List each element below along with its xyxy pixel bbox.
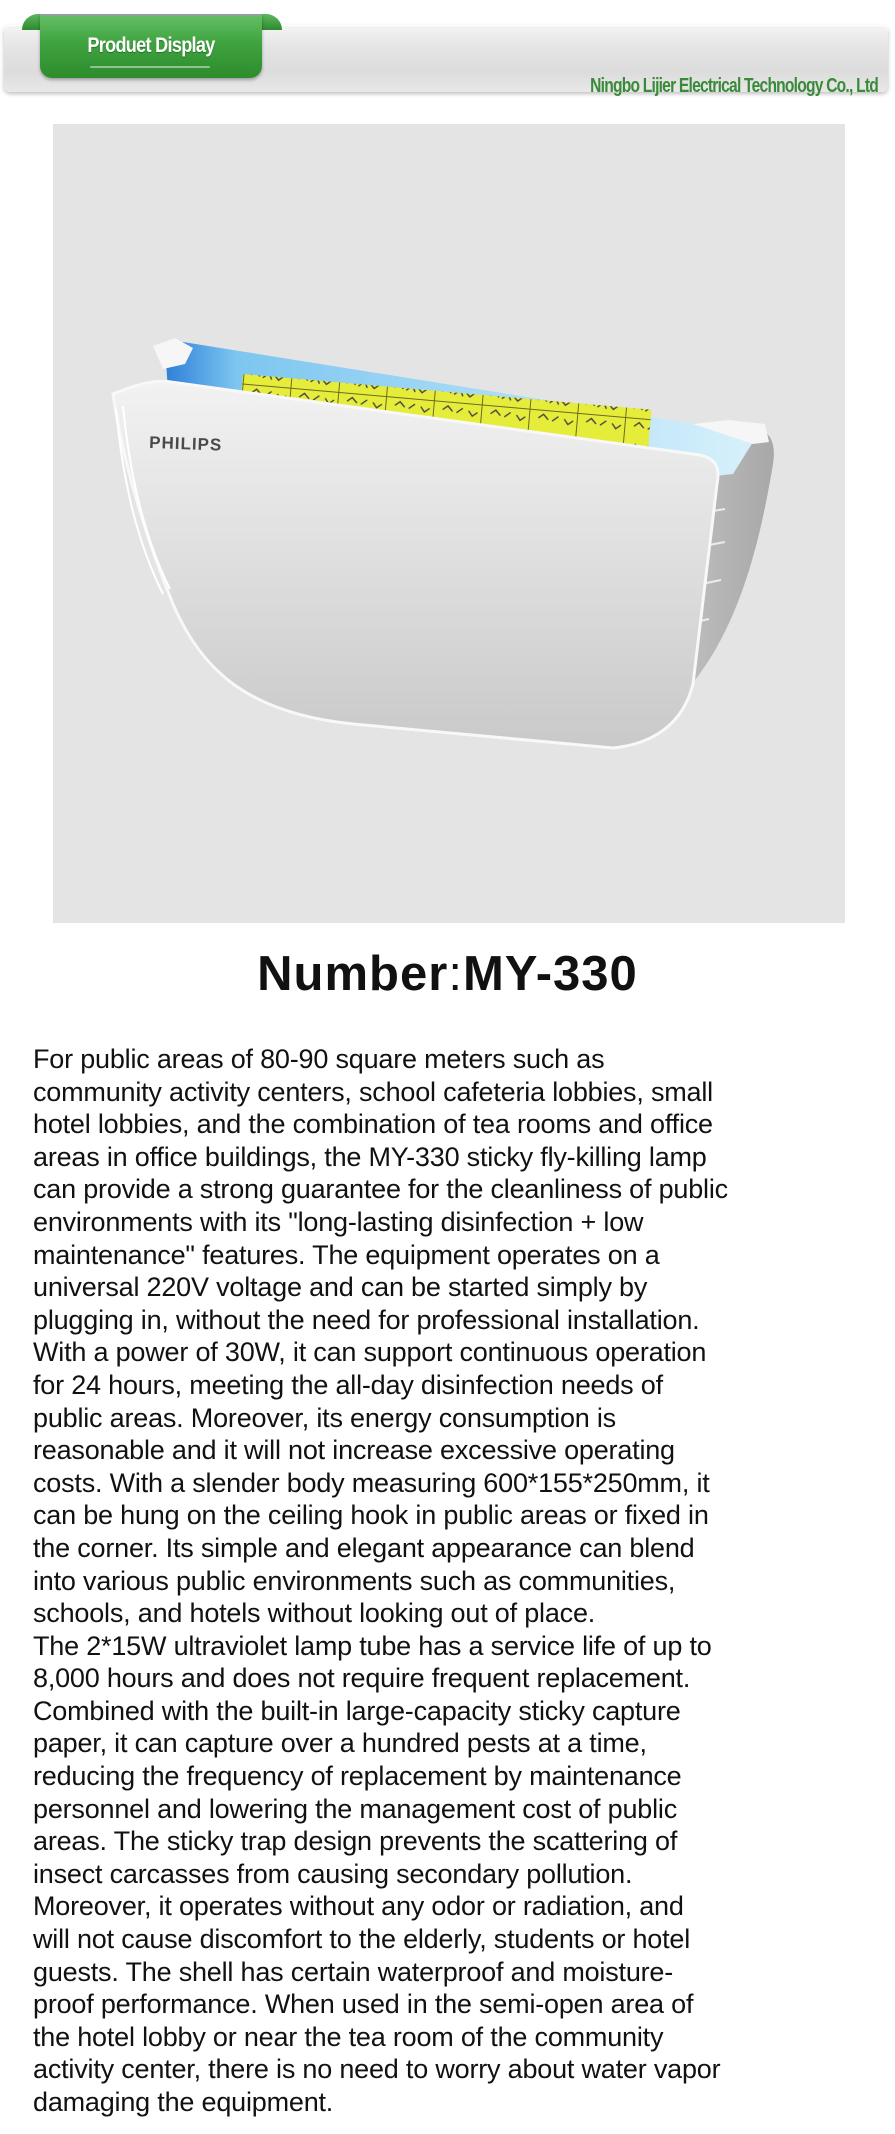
description-line: areas in office buildings, the MY-330 sticky fly-killing lamp (33, 1141, 707, 1172)
description-line: guests. The shell has certain waterproof and moisture- (33, 1956, 674, 1987)
description-line: community activity centers, school cafeteria lobbies, small (33, 1076, 713, 1107)
section-ribbon (40, 14, 262, 78)
description-line: Moreover, it operates without any odor or radiation, and (33, 1891, 684, 1922)
description-line: schools, and hotels without looking out of place. (33, 1598, 596, 1629)
product-image (53, 124, 845, 923)
description-line: insect carcasses from causing secondary pollution. (33, 1858, 633, 1889)
description-line: public areas. Moreover, its energy consumption is (33, 1402, 616, 1433)
description-line: reasonable and it will not increase excessive operating (33, 1435, 675, 1466)
description-line: With a power of 30W, it can support continuous operation (33, 1337, 707, 1368)
description-line: costs. With a slender body measuring 600*155*250mm, it (33, 1467, 710, 1498)
fly-killing-lamp-illustration (53, 124, 845, 923)
description-line: into various public environments such as communities, (33, 1565, 676, 1596)
description-line: damaging the equipment. (33, 2087, 334, 2117)
header-banner (0, 0, 895, 100)
model-number-title (0, 946, 895, 1002)
model-number: MY-330 (462, 947, 638, 1001)
description-line: maintenance" features. The equipment operates on a (33, 1239, 660, 1270)
description-line: areas. The sticky trap design prevents the scattering of (33, 1826, 678, 1857)
description-line: hotel lobbies, and the combination of tea rooms and office (33, 1109, 713, 1140)
product-description (33, 1043, 883, 2119)
company-name: Ningbo Lijier Electrical Technology Co., Ltd (590, 75, 878, 97)
title-separator: : (448, 947, 463, 1001)
title-label: Number (257, 947, 449, 1001)
description-line: 8,000 hours and does not require frequent replacement. (33, 1663, 691, 1694)
description-line: reducing the frequency of replacement by maintenance (33, 1761, 682, 1792)
brand-mark: PHILIPS (148, 433, 223, 455)
description-line: can provide a strong guarantee for the cleanliness of public (33, 1174, 728, 1205)
description-line: Combined with the built-in large-capacity sticky capture (33, 1695, 681, 1726)
description-line: can be hung on the ceiling hook in public areas or fixed in (33, 1500, 709, 1531)
description-line: the hotel lobby or near the tea room of the community (33, 2021, 664, 2052)
description-line: will not cause discomfort to the elderly, students or hotel (33, 1924, 691, 1955)
description-line: environments with its "long-lasting disinfection + low (33, 1206, 644, 1237)
description-line: plugging in, without the need for professional installation. (33, 1304, 700, 1335)
description-line: The 2*15W ultraviolet lamp tube has a service life of up to (33, 1630, 712, 1661)
ribbon-label: Produet Display (87, 34, 215, 57)
description-line: for 24 hours, meeting the all-day disinfection needs of (33, 1369, 663, 1400)
description-line: activity center, there is no need to worry about water vapor (33, 2054, 721, 2085)
description-line: universal 220V voltage and can be started simply by (33, 1272, 648, 1303)
description-line: For public areas of 80-90 square meters such as (33, 1044, 605, 1074)
description-line: proof performance. When used in the semi-open area of (33, 1989, 694, 2020)
description-line: the corner. Its simple and elegant appearance can blend (33, 1532, 695, 1563)
description-line: personnel and lowering the management cost of public (33, 1793, 678, 1824)
description-line: paper, it can capture over a hundred pests at a time, (33, 1728, 647, 1759)
